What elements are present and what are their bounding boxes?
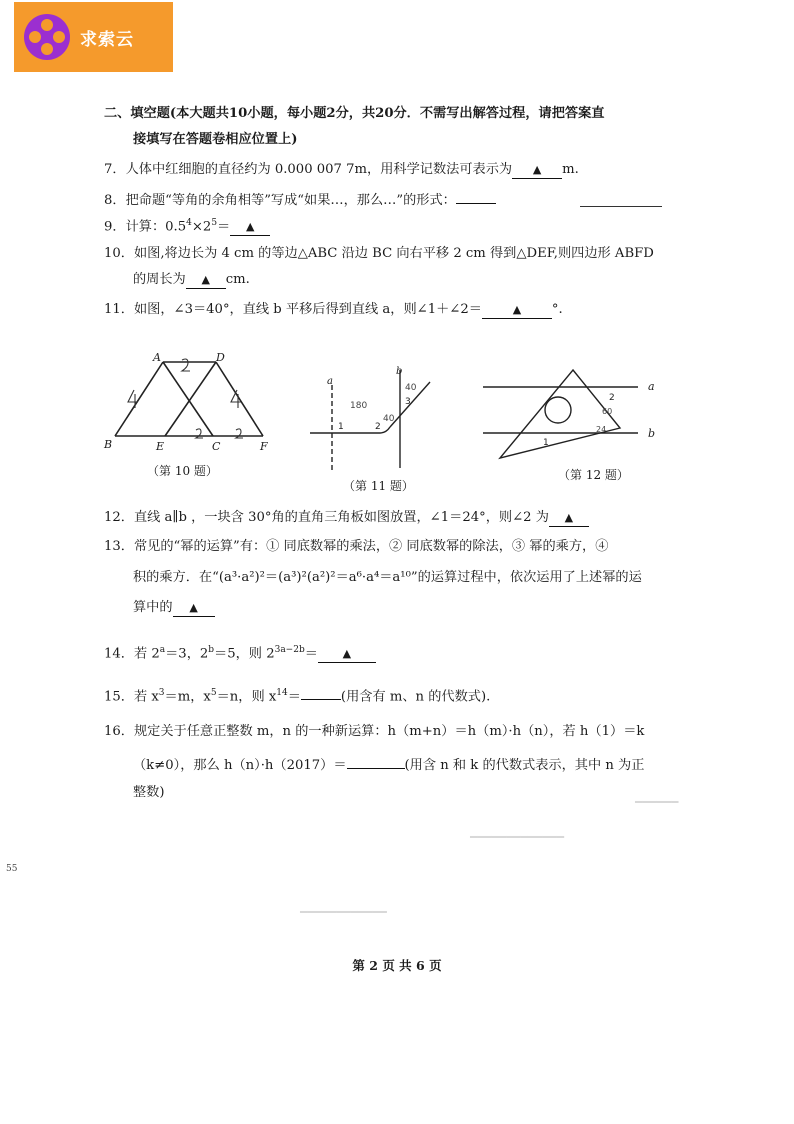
fig12-label-a: a xyxy=(648,380,655,393)
fig11-angle-3: 3 xyxy=(405,397,411,407)
q7-answer-blank xyxy=(512,162,562,179)
answer-triangle-icon: ▲ xyxy=(201,273,210,286)
q14-exp-3: 3a−2b xyxy=(274,645,305,655)
q14-exp-1: a xyxy=(159,645,166,655)
q14-answer-blank xyxy=(318,646,376,663)
fig12-angle-2: 2 xyxy=(609,393,615,403)
q9-text: 9．计算：0.5 xyxy=(104,219,187,235)
q14-text-3: ＝5，则 2 xyxy=(214,646,275,662)
fig11-hand-180: 180 xyxy=(350,401,368,411)
q13-answer-blank xyxy=(173,600,215,617)
question-9 xyxy=(104,213,270,237)
question-16-cont xyxy=(133,752,644,776)
fig11-angle-2: 2 xyxy=(375,422,381,432)
fig11-label-b: b xyxy=(396,366,403,377)
q14-text-2: ＝3，2 xyxy=(165,646,209,662)
fig12-label-b: b xyxy=(648,427,656,440)
q8-answer-line xyxy=(580,206,662,207)
question-8 xyxy=(104,187,496,211)
q15-exp-2: 5 xyxy=(210,688,217,698)
q10-answer-blank xyxy=(186,272,226,289)
question-12 xyxy=(104,508,589,528)
q16-text-after: (用含 n 和 k 的代数式表示，其中 n 为正 xyxy=(404,758,645,773)
fig10-label-b: B xyxy=(104,438,113,451)
q12-answer-blank xyxy=(549,510,589,527)
answer-triangle-icon: ▲ xyxy=(189,601,198,614)
margin-number: 55 xyxy=(6,864,18,874)
q7-unit: m. xyxy=(562,162,579,177)
q9-equals: ＝ xyxy=(217,219,231,235)
q12-text: 12．直线 a∥b ，一块含 30°角的直角三角板如图放置，∠1＝24°，则∠2 为 xyxy=(104,510,549,525)
figure-10-caption: （第 10 题） xyxy=(147,464,218,478)
fig12-hand-24: 24 xyxy=(596,425,607,434)
q9-exponent-1: 4 xyxy=(186,218,192,228)
question-11 xyxy=(104,300,563,320)
logo-text: 求索云 xyxy=(80,29,134,50)
bleed-through-mark: ━━━━━━━━━━━━ xyxy=(300,905,387,919)
q15-exp-3: 14 xyxy=(276,688,288,698)
section-heading: 二、填空题(本大题共10小题，每小题2分，共20分．不需写出解答过程，请把答案直 xyxy=(104,106,605,121)
q7-text: 7．人体中红细胞的直径约为 0.000 007 7m，用科学记数法可表示为 xyxy=(104,162,513,177)
question-13-cont: 积的乘方．在“(a³·a²)²＝(a³)²(a²)²＝a⁶·a⁴＝a¹⁰”的运算过程中，依次运用了上述幂的运 xyxy=(133,570,642,585)
q13-text: 算中的 xyxy=(133,600,173,615)
logo-icon xyxy=(24,14,70,60)
fig10-label-d: D xyxy=(216,351,225,364)
fig11-label-a: a xyxy=(327,376,333,387)
question-10-cont xyxy=(133,270,250,290)
q15-text-2: ＝m，x xyxy=(164,689,211,705)
q10-text: 的周长为 xyxy=(133,272,186,287)
q11-unit: °. xyxy=(551,302,563,317)
q8-text: 8．把命题“等角的余角相等”写成“如果…，那么…”的形式： xyxy=(104,193,456,208)
fig12-hand-60: 60 xyxy=(602,407,613,416)
q14-text-4: ＝ xyxy=(304,646,318,662)
question-7 xyxy=(104,160,579,180)
q15-text-1: 15．若 x xyxy=(104,689,159,705)
fig10-label-e: E xyxy=(156,440,165,453)
q11-text: 11．如图，∠3＝40°，直线 b 平移后得到直线 a，则∠1＋∠2＝ xyxy=(104,302,482,317)
logo-banner xyxy=(14,2,173,72)
figure-11-caption: （第 11 题） xyxy=(343,479,414,493)
q9-answer-blank xyxy=(230,219,270,236)
question-16: 16．规定关于任意正整数 m，n 的一种新运算：h（m+n）＝h（m）·h（n），若 h（1）＝k xyxy=(104,724,645,739)
fig10-label-c: C xyxy=(212,440,221,453)
answer-triangle-icon: ▲ xyxy=(246,220,255,234)
figure-12-caption: （第 12 题） xyxy=(558,468,629,482)
bleed-through-mark: ━━━━━━ xyxy=(635,795,679,809)
question-14 xyxy=(104,640,376,664)
question-16-cont2: 整数) xyxy=(133,785,165,800)
fig10-label-a: A xyxy=(153,351,161,364)
q11-answer-blank xyxy=(482,302,552,319)
fig12-angle-1: 1 xyxy=(543,438,549,448)
question-15 xyxy=(104,683,490,707)
fig11-angle-1: 1 xyxy=(338,422,344,432)
bleed-through-mark: ━━━━━━━━━━━━━ xyxy=(470,830,564,844)
fig11-hand-40b: 40 xyxy=(383,414,395,424)
q8-answer-blank xyxy=(456,187,496,204)
answer-triangle-icon: ▲ xyxy=(342,647,352,661)
question-13: 13．常见的“幂的运算”有：① 同底数幂的乘法，② 同底数幂的除法，③ 幂的乘方，④ xyxy=(104,539,609,554)
question-10: 10．如图,将边长为 4 cm 的等边△ABC 沿边 BC 向右平移 2 cm 得到△DEF,则四边形 ABFD xyxy=(104,246,654,261)
answer-triangle-icon: ▲ xyxy=(512,303,522,316)
figure-12 xyxy=(478,365,663,465)
fig10-label-f: F xyxy=(260,440,268,453)
figure-10 xyxy=(100,348,275,460)
fig10-handwriting xyxy=(128,359,243,438)
q15-answer-blank xyxy=(301,683,341,700)
q15-text-after: (用含有 m、n 的代数式). xyxy=(340,689,491,705)
page-footer: 第 2 页 共 6 页 xyxy=(352,958,442,973)
question-13-cont2 xyxy=(133,598,215,618)
fig11-hand-40a: 40 xyxy=(405,383,417,393)
q14-exp-2: b xyxy=(208,645,215,655)
section-heading-cont: 接填写在答题卷相应位置上) xyxy=(133,132,298,147)
q9-exponent-2: 5 xyxy=(211,218,218,228)
q9-text-mid: ×2 xyxy=(191,219,212,235)
q15-text-3: ＝n，则 x xyxy=(216,689,277,705)
q16-text: （k≠0），那么 h（n）·h（2017）＝ xyxy=(133,758,347,773)
q16-answer-blank xyxy=(347,752,405,769)
q14-text-1: 14．若 2 xyxy=(104,646,160,662)
q15-exp-1: 3 xyxy=(158,688,165,698)
q15-text-4: ＝ xyxy=(287,689,301,705)
answer-triangle-icon: ▲ xyxy=(532,163,542,176)
figure-11 xyxy=(305,360,445,475)
q10-unit: cm. xyxy=(225,272,250,287)
answer-triangle-icon: ▲ xyxy=(564,511,574,524)
